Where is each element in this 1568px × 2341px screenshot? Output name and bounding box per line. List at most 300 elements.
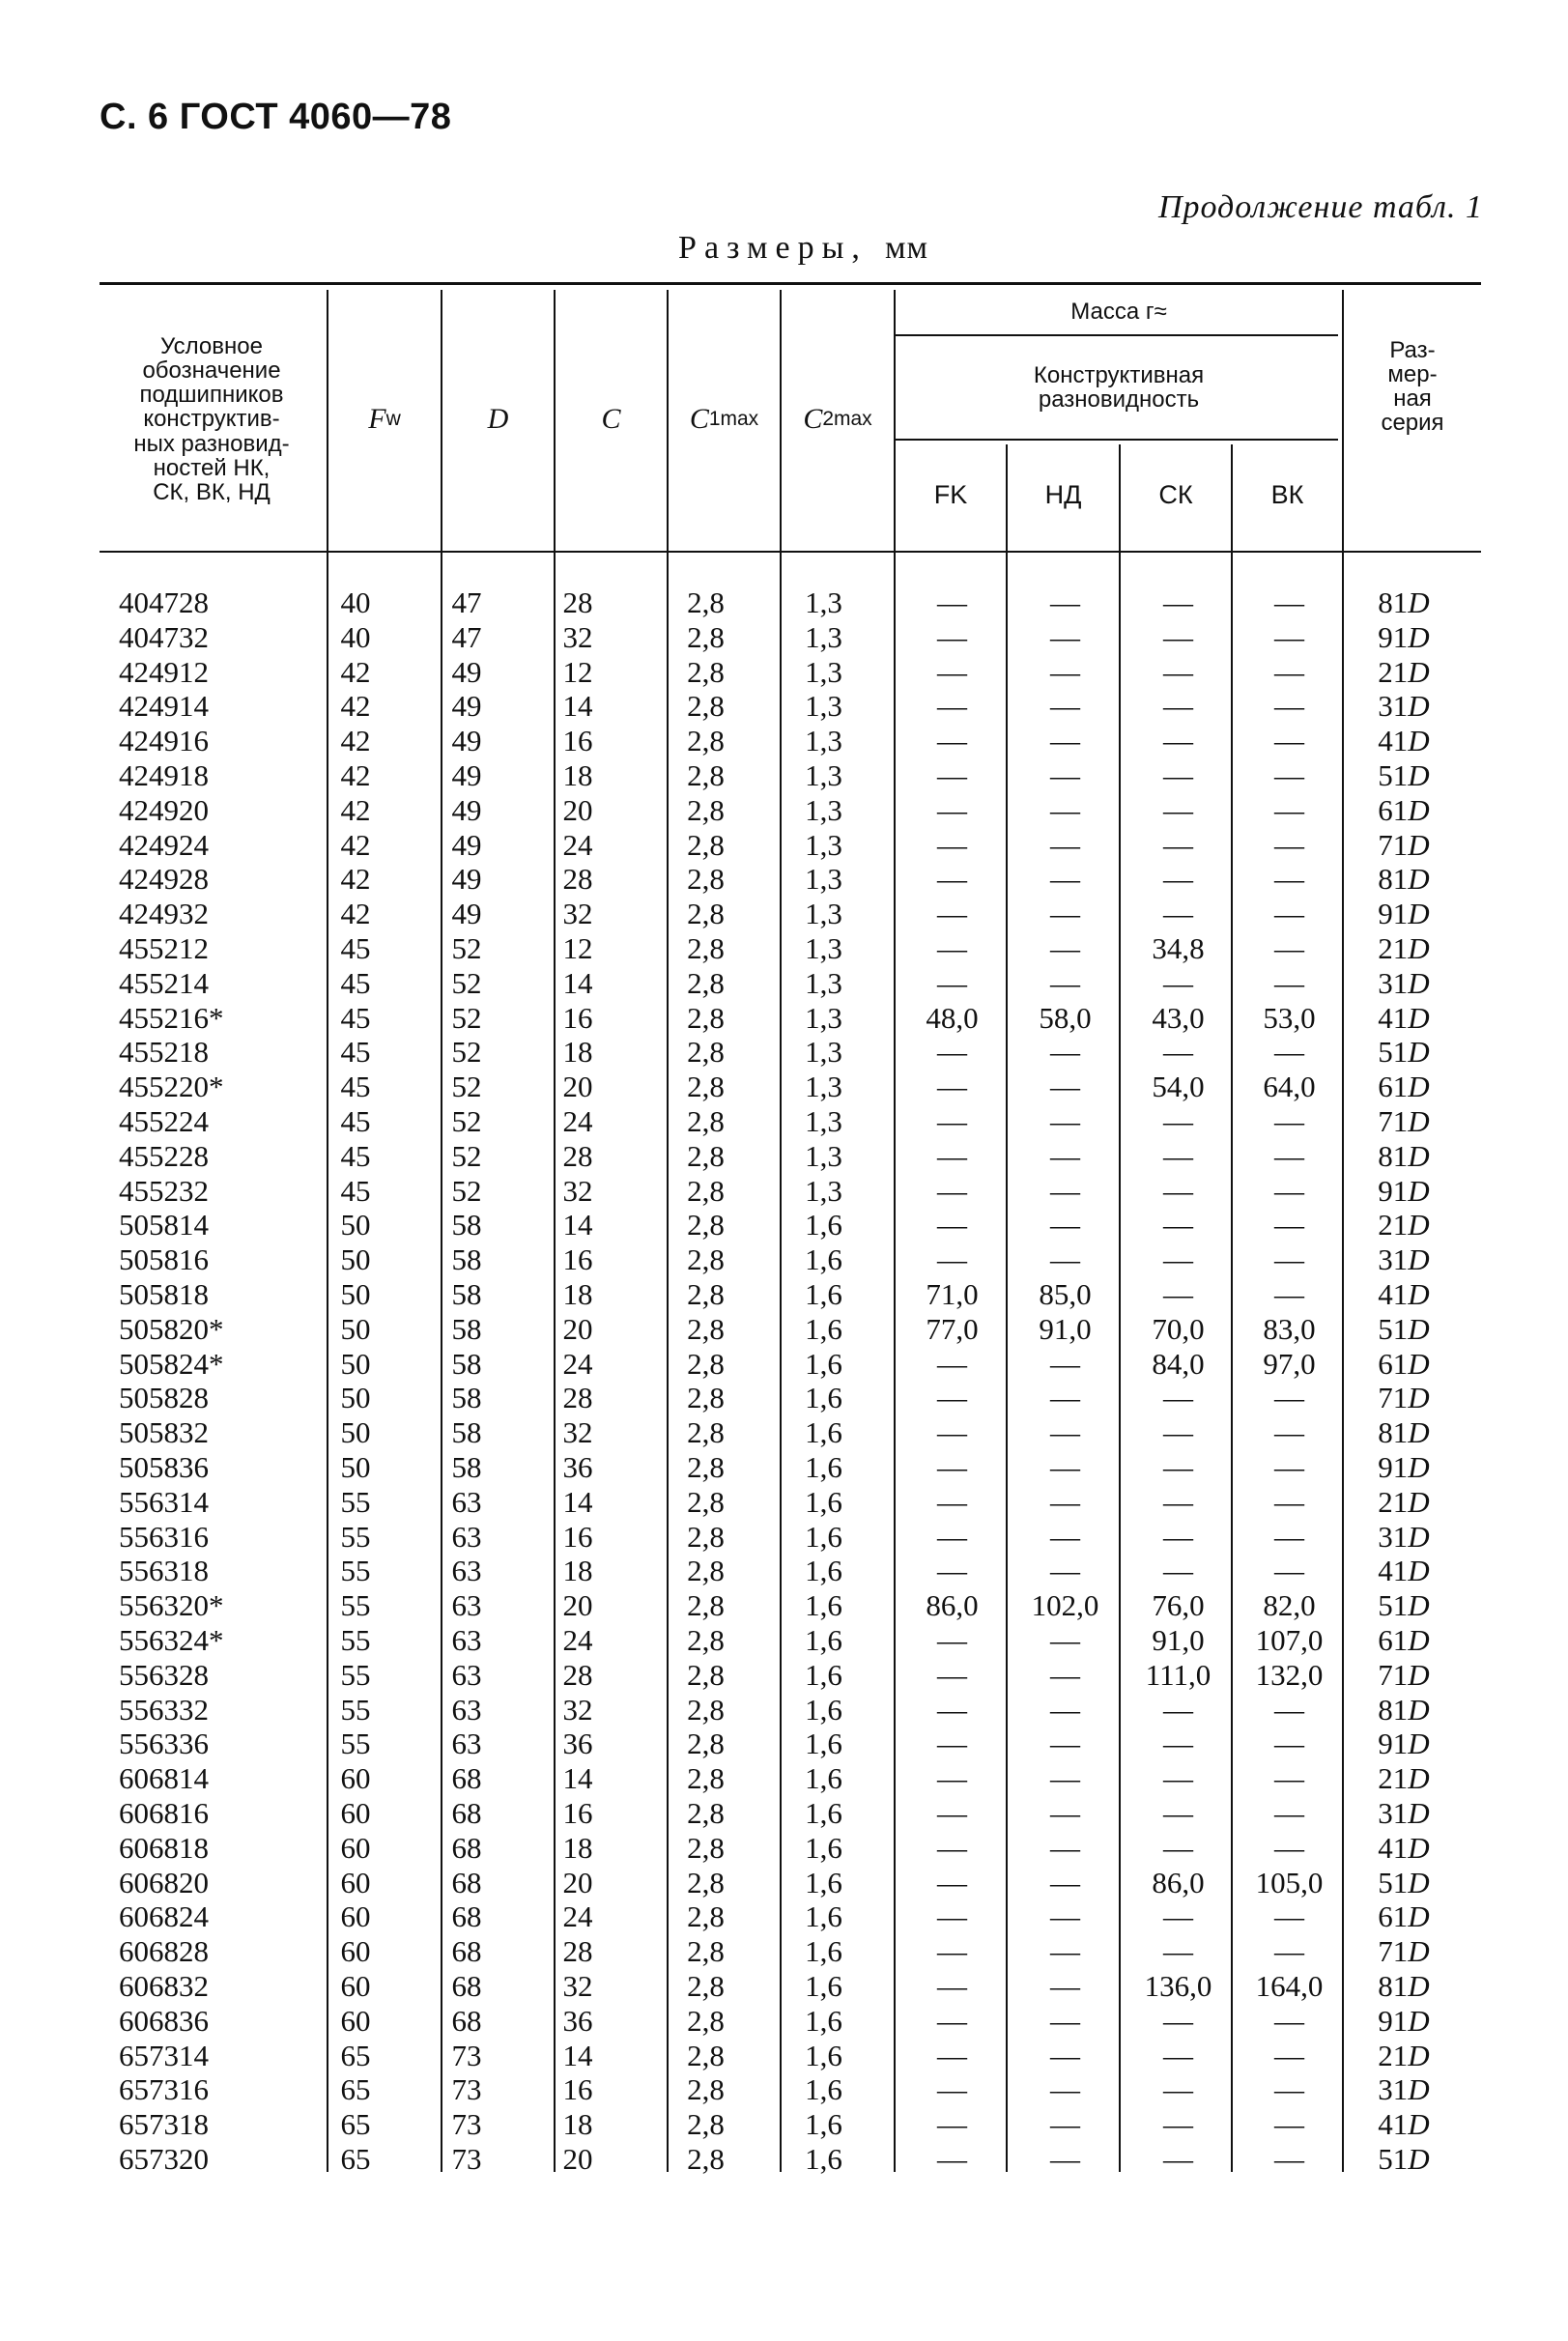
cell-d: 68 (451, 1796, 482, 1830)
header-bottom-rule (100, 551, 1481, 553)
cell-c2: 1,6 (805, 1519, 842, 1554)
table-row (100, 1415, 1481, 1450)
cell-d: 73 (451, 2072, 482, 2107)
cell-sk: — (1163, 965, 1193, 1000)
cell-sk: — (1163, 1554, 1193, 1588)
cell-code: 556320* (119, 1588, 224, 1623)
cell-c: 14 (562, 2038, 593, 2072)
cell-d: 58 (451, 1415, 482, 1450)
cell-vk: — (1274, 1554, 1304, 1588)
cell-nd: — (1050, 1173, 1080, 1208)
cell-fk: — (937, 1796, 967, 1830)
cell-c1: 2,8 (687, 1000, 725, 1035)
cell-fk: — (937, 1484, 967, 1519)
cell-vk: — (1274, 1450, 1304, 1484)
header-designation-line: СК, ВК, НД (153, 478, 271, 505)
cell-c2: 1,6 (805, 1934, 842, 1969)
cell-c: 32 (562, 1415, 593, 1450)
cell-c: 24 (562, 827, 593, 862)
cell-vk: — (1274, 1519, 1304, 1554)
series-letter: D (1408, 1761, 1430, 1796)
cell-series (1355, 1761, 1452, 1796)
series-letter: D (1408, 1865, 1430, 1899)
table-row (100, 2107, 1481, 2142)
header-series (1344, 290, 1481, 483)
cell-fk: — (937, 1415, 967, 1450)
cell-sk: — (1163, 654, 1193, 689)
cell-series (1355, 689, 1452, 724)
cell-fw: 42 (340, 689, 371, 724)
units-caption (0, 230, 1568, 267)
cell-c2: 1,6 (805, 1277, 842, 1311)
cell-c1: 2,8 (687, 1311, 725, 1346)
cell-c2: 1,3 (805, 654, 842, 689)
cell-fk: — (937, 689, 967, 724)
cell-d: 63 (451, 1727, 482, 1761)
cell-c2: 1,6 (805, 1554, 842, 1588)
table-row (100, 1312, 1481, 1347)
cell-fk: — (937, 862, 967, 897)
cell-sk: — (1163, 619, 1193, 654)
cell-vk: — (1274, 1796, 1304, 1830)
cell-c1: 2,8 (687, 2038, 725, 2072)
cell-c: 20 (562, 1311, 593, 1346)
cell-series (1355, 1796, 1452, 1831)
table-row (100, 1588, 1481, 1623)
table-row (100, 620, 1481, 655)
series-number: 81 (1378, 1138, 1409, 1173)
table-row (100, 1969, 1481, 2004)
series-letter: D (1408, 897, 1430, 931)
cell-vk: 164,0 (1255, 1969, 1324, 2003)
cell-d: 68 (451, 1899, 482, 1934)
header-designation-line: подшипников (139, 382, 284, 409)
cell-fw: 65 (340, 2072, 371, 2107)
cell-vk: 105,0 (1255, 1865, 1324, 1899)
cell-c1: 2,8 (687, 1623, 725, 1657)
cell-sk: — (1163, 827, 1193, 862)
cell-fw: 45 (340, 1173, 371, 1208)
series-number: 91 (1378, 897, 1409, 931)
cell-c1: 2,8 (687, 2142, 725, 2176)
cell-fw: 50 (340, 1311, 371, 1346)
cell-code: 606828 (119, 1934, 209, 1969)
series-letter: D (1408, 931, 1430, 965)
cell-d: 68 (451, 2003, 482, 2038)
cell-sk: — (1163, 1104, 1193, 1138)
cell-fk: — (937, 1346, 967, 1381)
cell-d: 47 (451, 585, 482, 619)
cell-fw: 60 (340, 1830, 371, 1865)
cell-sk: — (1163, 1173, 1193, 1208)
series-letter: D (1408, 654, 1430, 689)
cell-d: 52 (451, 1000, 482, 1035)
cell-c1: 2,8 (687, 931, 725, 965)
cell-d: 58 (451, 1450, 482, 1484)
cell-c: 24 (562, 1104, 593, 1138)
series-number: 91 (1378, 2003, 1409, 2038)
cell-c: 32 (562, 1173, 593, 1208)
cell-series (1355, 1485, 1452, 1520)
cell-d: 68 (451, 1830, 482, 1865)
cell-c2: 1,6 (805, 2003, 842, 2038)
cell-c2: 1,3 (805, 897, 842, 931)
header-designation-line: ностей НК, (153, 454, 271, 481)
table-row (100, 1796, 1481, 1831)
cell-sk: 91,0 (1152, 1623, 1205, 1657)
cell-series (1355, 1554, 1452, 1588)
cell-nd: — (1050, 1208, 1080, 1242)
table-continuation-label: Продолжение табл. 1 (1157, 189, 1483, 225)
cell-c2: 1,6 (805, 1692, 842, 1727)
header-nd: НД (1044, 479, 1082, 509)
cell-c1: 2,8 (687, 1865, 725, 1899)
cell-sk: 84,0 (1152, 1346, 1205, 1381)
series-letter: D (1408, 1830, 1430, 1865)
cell-d: 58 (451, 1242, 482, 1277)
cell-nd: — (1050, 724, 1080, 758)
series-letter: D (1408, 1969, 1430, 2003)
cell-code: 424928 (119, 862, 209, 897)
cell-c1: 2,8 (687, 1830, 725, 1865)
cell-c: 24 (562, 1899, 593, 1934)
cell-sk: — (1163, 1692, 1193, 1727)
header-fw (328, 290, 441, 549)
cell-d: 49 (451, 827, 482, 862)
cell-fw: 40 (340, 619, 371, 654)
series-letter: D (1408, 1242, 1430, 1277)
header-series-line: мер- (1387, 360, 1438, 387)
cell-sk: — (1163, 1208, 1193, 1242)
cell-fk: — (937, 758, 967, 792)
cell-c1: 2,8 (687, 1173, 725, 1208)
series-number: 81 (1378, 1969, 1409, 2003)
cell-vk: 83,0 (1263, 1311, 1316, 1346)
cell-d: 58 (451, 1381, 482, 1415)
series-letter: D (1408, 1450, 1430, 1484)
cell-fk: — (937, 1381, 967, 1415)
series-number: 41 (1378, 1000, 1409, 1035)
cell-code: 505820* (119, 1311, 224, 1346)
cell-c2: 1,6 (805, 1865, 842, 1899)
cell-c2: 1,3 (805, 862, 842, 897)
cell-fw: 50 (340, 1450, 371, 1484)
table-row (100, 1554, 1481, 1588)
cell-fk: — (937, 1242, 967, 1277)
cell-fk: — (937, 1104, 967, 1138)
series-number: 51 (1378, 1035, 1409, 1070)
series-letter: D (1408, 1277, 1430, 1311)
series-letter: D (1408, 965, 1430, 1000)
header-series-line: ная (1393, 385, 1432, 412)
cell-nd: — (1050, 2142, 1080, 2176)
table-row (100, 1727, 1481, 1761)
series-number: 71 (1378, 1104, 1409, 1138)
cell-c1: 2,8 (687, 1796, 725, 1830)
cell-c: 20 (562, 1588, 593, 1623)
cell-sk: — (1163, 1899, 1193, 1934)
table-row (100, 2039, 1481, 2073)
series-letter: D (1408, 724, 1430, 758)
cell-fw: 65 (340, 2038, 371, 2072)
units-word: мм (884, 230, 928, 266)
cell-fk: — (937, 2072, 967, 2107)
cell-code: 424918 (119, 758, 209, 792)
cell-series (1355, 758, 1452, 793)
cell-d: 63 (451, 1519, 482, 1554)
cell-nd: — (1050, 1796, 1080, 1830)
cell-fw: 50 (340, 1242, 371, 1277)
cell-c1: 2,8 (687, 2003, 725, 2038)
table-row (100, 758, 1481, 793)
cell-series (1355, 1969, 1452, 2004)
series-letter: D (1408, 2038, 1430, 2072)
cell-nd: — (1050, 827, 1080, 862)
cell-code: 657314 (119, 2038, 209, 2072)
cell-c: 18 (562, 1830, 593, 1865)
cell-fk: — (937, 1761, 967, 1796)
series-letter: D (1408, 1899, 1430, 1934)
cell-d: 68 (451, 1934, 482, 1969)
cell-series (1355, 2004, 1452, 2039)
series-number: 61 (1378, 1070, 1409, 1104)
cell-vk: — (1274, 2038, 1304, 2072)
cell-c1: 2,8 (687, 1104, 725, 1138)
series-number: 21 (1378, 654, 1409, 689)
cell-code: 657316 (119, 2072, 209, 2107)
cell-code: 424920 (119, 792, 209, 827)
cell-series (1355, 1658, 1452, 1693)
header-mass-group: Масса г≈ (1070, 299, 1167, 326)
cell-d: 52 (451, 1173, 482, 1208)
cell-series (1355, 1727, 1452, 1761)
cell-code: 505818 (119, 1277, 209, 1311)
cell-vk: 64,0 (1263, 1070, 1316, 1104)
series-number: 61 (1378, 1623, 1409, 1657)
series-letter: D (1408, 1623, 1430, 1657)
cell-d: 49 (451, 689, 482, 724)
table-row (100, 1104, 1481, 1139)
cell-c: 16 (562, 1000, 593, 1035)
cell-c2: 1,6 (805, 1761, 842, 1796)
table-row (100, 1658, 1481, 1693)
cell-sk: — (1163, 1934, 1193, 1969)
cell-c1: 2,8 (687, 1899, 725, 1934)
cell-sk: 111,0 (1145, 1657, 1212, 1692)
cell-vk: — (1274, 792, 1304, 827)
cell-c2: 1,3 (805, 758, 842, 792)
cell-fk: — (937, 1727, 967, 1761)
table-row (100, 1450, 1481, 1485)
cell-c2: 1,3 (805, 689, 842, 724)
cell-d: 52 (451, 1104, 482, 1138)
header-variety-line: разновидность (1038, 386, 1200, 413)
series-number: 21 (1378, 1761, 1409, 1796)
cell-c2: 1,3 (805, 827, 842, 862)
cell-nd: — (1050, 792, 1080, 827)
series-number: 81 (1378, 1692, 1409, 1727)
table-row (100, 1623, 1481, 1658)
cell-nd: — (1050, 1899, 1080, 1934)
cell-series (1355, 620, 1452, 655)
cell-fk: — (937, 1138, 967, 1173)
cell-c: 16 (562, 1242, 593, 1277)
cell-c1: 2,8 (687, 1588, 725, 1623)
cell-vk: — (1274, 897, 1304, 931)
series-number: 41 (1378, 724, 1409, 758)
cell-c1: 2,8 (687, 1138, 725, 1173)
cell-nd: — (1050, 2107, 1080, 2142)
header-series-line: Раз- (1389, 336, 1436, 363)
cell-series (1355, 2142, 1452, 2177)
cell-c1: 2,8 (687, 1969, 725, 2003)
cell-c: 32 (562, 1692, 593, 1727)
header-c (556, 290, 667, 549)
table-top-rule (100, 282, 1481, 285)
series-letter: D (1408, 619, 1430, 654)
cell-nd: 91,0 (1039, 1311, 1092, 1346)
cell-c2: 1,6 (805, 1208, 842, 1242)
table-row (100, 966, 1481, 1001)
cell-d: 63 (451, 1588, 482, 1623)
series-number: 61 (1378, 1346, 1409, 1381)
cell-nd: — (1050, 965, 1080, 1000)
cell-code: 556314 (119, 1484, 209, 1519)
cell-c2: 1,6 (805, 1346, 842, 1381)
cell-c1: 2,8 (687, 1035, 725, 1070)
cell-fw: 65 (340, 2107, 371, 2142)
cell-d: 73 (451, 2107, 482, 2142)
series-number: 31 (1378, 2072, 1409, 2107)
series-letter: D (1408, 2003, 1430, 2038)
cell-series (1355, 655, 1452, 690)
cell-c: 32 (562, 619, 593, 654)
cell-c: 28 (562, 1657, 593, 1692)
cell-vk: — (1274, 1934, 1304, 1969)
cell-c: 14 (562, 689, 593, 724)
cell-nd: — (1050, 2072, 1080, 2107)
series-number: 51 (1378, 758, 1409, 792)
cell-c1: 2,8 (687, 654, 725, 689)
cell-d: 73 (451, 2142, 482, 2176)
series-number: 31 (1378, 1796, 1409, 1830)
cell-nd: — (1050, 862, 1080, 897)
cell-c: 20 (562, 792, 593, 827)
cell-nd: — (1050, 1623, 1080, 1657)
cell-fk: — (937, 931, 967, 965)
cell-c2: 1,3 (805, 931, 842, 965)
cell-c2: 1,6 (805, 1899, 842, 1934)
series-number: 51 (1378, 2142, 1409, 2176)
cell-c2: 1,6 (805, 1381, 842, 1415)
cell-sk: — (1163, 1415, 1193, 1450)
cell-code: 606832 (119, 1969, 209, 2003)
header-sk: СК (1158, 479, 1193, 509)
cell-nd: — (1050, 654, 1080, 689)
header-c-symbol: C (601, 403, 621, 436)
cell-fk: — (937, 1208, 967, 1242)
series-number: 61 (1378, 1899, 1409, 1934)
header-fw-sub: w (385, 407, 401, 430)
cell-series (1355, 2107, 1452, 2142)
cell-c: 28 (562, 1381, 593, 1415)
cell-c: 12 (562, 931, 593, 965)
cell-code: 556324* (119, 1623, 224, 1657)
table-row (100, 1139, 1481, 1174)
cell-nd: — (1050, 1070, 1080, 1104)
cell-nd: — (1050, 1657, 1080, 1692)
cell-fw: 45 (340, 1104, 371, 1138)
cell-c: 18 (562, 1035, 593, 1070)
header-c1-sub: 1max (708, 407, 759, 430)
cell-vk: — (1274, 1484, 1304, 1519)
series-letter: D (1408, 1173, 1430, 1208)
cell-c1: 2,8 (687, 2107, 725, 2142)
series-letter: D (1408, 1727, 1430, 1761)
cell-sk: — (1163, 1242, 1193, 1277)
cell-series (1355, 2039, 1452, 2073)
cell-c2: 1,3 (805, 792, 842, 827)
cell-nd: — (1050, 1969, 1080, 2003)
cell-c2: 1,6 (805, 1415, 842, 1450)
cell-sk: — (1163, 1761, 1193, 1796)
cell-vk: 132,0 (1255, 1657, 1324, 1692)
series-number: 41 (1378, 1830, 1409, 1865)
series-letter: D (1408, 1692, 1430, 1727)
cell-nd: — (1050, 1692, 1080, 1727)
cell-vk: — (1274, 827, 1304, 862)
cell-code: 455214 (119, 965, 209, 1000)
cell-fw: 45 (340, 1000, 371, 1035)
cell-vk: — (1274, 2107, 1304, 2142)
cell-code: 505814 (119, 1208, 209, 1242)
cell-nd: — (1050, 585, 1080, 619)
cell-sk: 34,8 (1152, 931, 1205, 965)
cell-c2: 1,3 (805, 1035, 842, 1070)
series-letter: D (1408, 689, 1430, 724)
cell-fw: 60 (340, 1899, 371, 1934)
cell-c1: 2,8 (687, 1381, 725, 1415)
header-designation-line: ных разновид- (133, 430, 290, 457)
cell-c: 14 (562, 965, 593, 1000)
table-row (100, 724, 1481, 758)
cell-vk: — (1274, 1727, 1304, 1761)
cell-series (1355, 828, 1452, 863)
cell-nd: — (1050, 1554, 1080, 1588)
cell-fk: — (937, 1865, 967, 1899)
header-vk: ВК (1270, 479, 1304, 509)
cell-c: 24 (562, 1346, 593, 1381)
cell-c2: 1,6 (805, 1796, 842, 1830)
series-number: 71 (1378, 1657, 1409, 1692)
table-row (100, 897, 1481, 931)
cell-series (1355, 862, 1452, 897)
table-row (100, 1242, 1481, 1277)
cell-code: 505836 (119, 1450, 209, 1484)
cell-vk: — (1274, 1035, 1304, 1070)
cell-d: 63 (451, 1692, 482, 1727)
cell-nd: 102,0 (1031, 1588, 1099, 1623)
cell-c2: 1,6 (805, 1969, 842, 2003)
series-letter: D (1408, 1381, 1430, 1415)
cell-series (1355, 1001, 1452, 1036)
cell-vk: — (1274, 1381, 1304, 1415)
cell-code: 606818 (119, 1830, 209, 1865)
cell-code: 424924 (119, 827, 209, 862)
cell-vk: — (1274, 1208, 1304, 1242)
cell-c2: 1,3 (805, 965, 842, 1000)
series-letter: D (1408, 1138, 1430, 1173)
